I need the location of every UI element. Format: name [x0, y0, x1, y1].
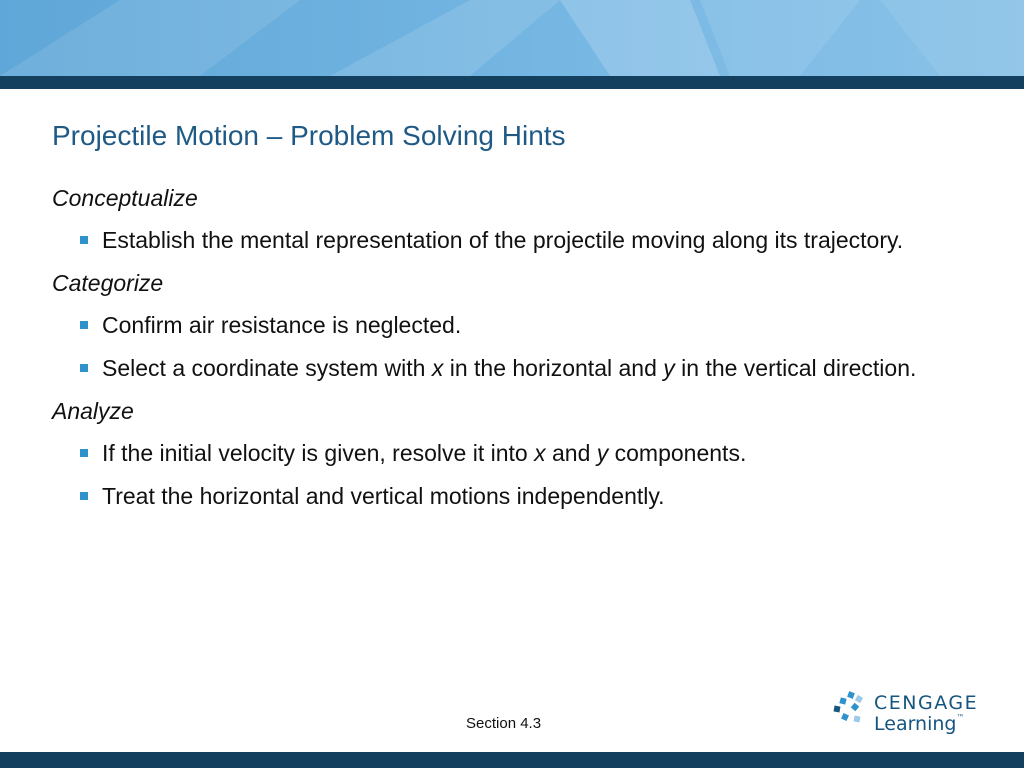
bullet-item — [52, 226, 952, 254]
bullet-text: If the initial velocity is given, resolve it into — [102, 440, 535, 466]
section-heading: Conceptualize — [52, 185, 198, 211]
bullet-list — [52, 439, 952, 510]
bullet-text-italic: y — [663, 355, 675, 381]
cengage-logo-mark-icon — [830, 690, 870, 730]
slide-content — [52, 184, 952, 525]
cengage-logo — [830, 690, 990, 740]
header-decoration — [0, 0, 1024, 76]
bullet-list — [52, 311, 952, 382]
bullet-item — [52, 311, 952, 339]
bullet-text: components. — [608, 440, 747, 466]
bullet-text-italic: x — [431, 355, 444, 381]
logo-text-learning-word: Learning — [874, 713, 957, 735]
bullet-item — [52, 439, 952, 467]
bullet-text-italic: x — [534, 440, 546, 466]
section-heading: Analyze — [52, 398, 134, 424]
footer-rule — [0, 752, 1024, 768]
bullet-marker-icon — [80, 492, 88, 500]
bullet-text: and — [545, 440, 597, 466]
bullet-text-italic: y — [596, 440, 609, 466]
bullet-marker-icon — [80, 449, 88, 457]
logo-trademark: ™ — [956, 713, 965, 722]
bullet-marker-icon — [80, 236, 88, 244]
bullet-text: Confirm air resistance is neglected. — [102, 312, 462, 338]
logo-text-cengage: CENGAGE — [874, 692, 979, 714]
bullet-marker-icon — [80, 321, 88, 329]
bullet-text: Establish the mental representation of the projectile moving along its trajectory. — [102, 227, 904, 253]
bullet-list — [52, 226, 952, 254]
section-heading: Categorize — [52, 270, 164, 296]
bullet-text: in the horizontal and — [443, 355, 664, 381]
slide-title: Projectile Motion – Problem Solving Hints — [52, 120, 566, 151]
logo-text-learning — [874, 713, 965, 735]
bullet-item — [52, 482, 952, 510]
header-band — [0, 0, 1024, 76]
bullet-marker-icon — [80, 364, 88, 372]
bullet-text: Select a coordinate system with — [102, 355, 432, 381]
bullet-text: Treat the horizontal and vertical motions independently. — [102, 483, 665, 509]
bullet-text: in the vertical direction. — [674, 355, 917, 381]
section-label: Section 4.3 — [466, 715, 542, 732]
bullet-item — [52, 354, 952, 382]
header-rule — [0, 76, 1024, 89]
